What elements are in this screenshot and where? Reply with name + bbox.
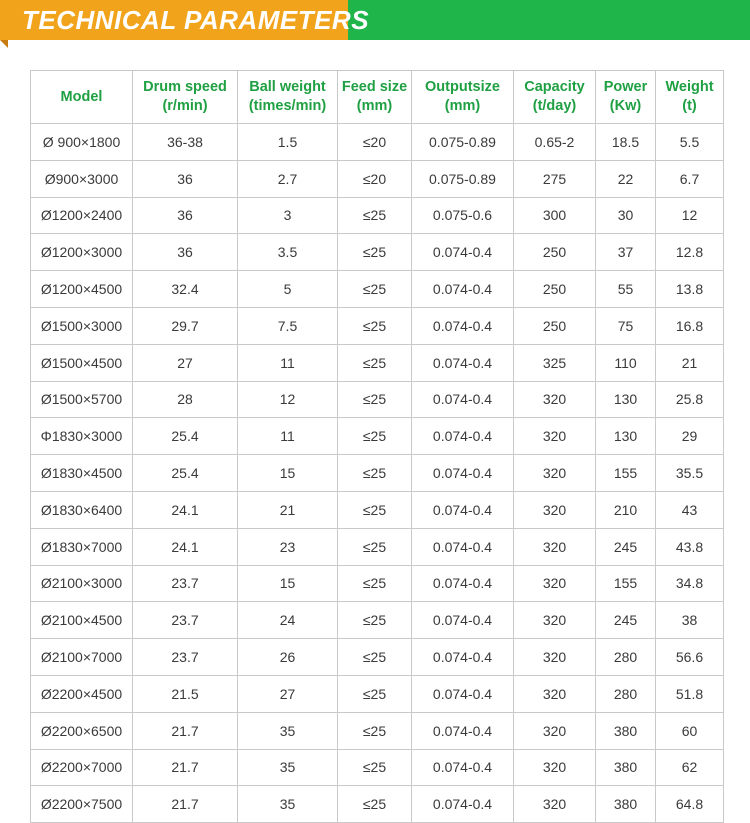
cell-outputsize: 0.074-0.4 (412, 565, 514, 602)
table-row (31, 528, 724, 565)
cell-weight: 13.8 (656, 271, 724, 308)
cell-capacity: 320 (514, 528, 596, 565)
table-row (31, 381, 724, 418)
cell-ball-weight: 12 (238, 381, 338, 418)
header-drum-speed: Drum speed (r/min) (133, 71, 238, 124)
cell-drum-speed: 21.7 (133, 786, 238, 823)
table-row (31, 160, 724, 197)
cell-weight: 51.8 (656, 675, 724, 712)
cell-drum-speed: 36 (133, 160, 238, 197)
cell-weight: 25.8 (656, 381, 724, 418)
cell-model: Ø1500×4500 (31, 344, 133, 381)
cell-ball-weight: 24 (238, 602, 338, 639)
table-row (31, 234, 724, 271)
cell-ball-weight: 35 (238, 786, 338, 823)
cell-weight: 56.6 (656, 639, 724, 676)
cell-power: 155 (596, 455, 656, 492)
cell-feed-size: ≤25 (338, 528, 412, 565)
table-row (31, 344, 724, 381)
cell-feed-size: ≤25 (338, 749, 412, 786)
cell-outputsize: 0.074-0.4 (412, 307, 514, 344)
cell-weight: 60 (656, 712, 724, 749)
cell-feed-size: ≤20 (338, 160, 412, 197)
cell-power: 30 (596, 197, 656, 234)
cell-ball-weight: 15 (238, 455, 338, 492)
table-row (31, 197, 724, 234)
cell-model: Φ1830×3000 (31, 418, 133, 455)
cell-model: Ø2100×3000 (31, 565, 133, 602)
cell-power: 380 (596, 749, 656, 786)
cell-feed-size: ≤25 (338, 712, 412, 749)
cell-drum-speed: 29.7 (133, 307, 238, 344)
cell-ball-weight: 15 (238, 565, 338, 602)
table-row (31, 491, 724, 528)
cell-ball-weight: 26 (238, 639, 338, 676)
cell-ball-weight: 7.5 (238, 307, 338, 344)
cell-power: 380 (596, 712, 656, 749)
cell-weight: 16.8 (656, 307, 724, 344)
cell-capacity: 320 (514, 749, 596, 786)
cell-feed-size: ≤25 (338, 271, 412, 308)
cell-power: 22 (596, 160, 656, 197)
cell-drum-speed: 32.4 (133, 271, 238, 308)
cell-outputsize: 0.074-0.4 (412, 749, 514, 786)
table-row (31, 675, 724, 712)
cell-power: 75 (596, 307, 656, 344)
cell-weight: 38 (656, 602, 724, 639)
cell-outputsize: 0.074-0.4 (412, 234, 514, 271)
header-capacity: Capacity (t/day) (514, 71, 596, 124)
cell-feed-size: ≤25 (338, 197, 412, 234)
cell-outputsize: 0.074-0.4 (412, 455, 514, 492)
cell-capacity: 320 (514, 455, 596, 492)
cell-outputsize: 0.074-0.4 (412, 418, 514, 455)
cell-model: Ø1200×3000 (31, 234, 133, 271)
cell-drum-speed: 27 (133, 344, 238, 381)
cell-feed-size: ≤25 (338, 234, 412, 271)
cell-model: Ø2100×7000 (31, 639, 133, 676)
cell-ball-weight: 35 (238, 712, 338, 749)
cell-weight: 64.8 (656, 786, 724, 823)
cell-outputsize: 0.074-0.4 (412, 639, 514, 676)
cell-outputsize: 0.074-0.4 (412, 675, 514, 712)
table-row (31, 455, 724, 492)
cell-feed-size: ≤25 (338, 786, 412, 823)
table-row (31, 786, 724, 823)
cell-ball-weight: 3.5 (238, 234, 338, 271)
cell-ball-weight: 23 (238, 528, 338, 565)
table-row (31, 124, 724, 161)
cell-drum-speed: 36 (133, 197, 238, 234)
cell-feed-size: ≤25 (338, 455, 412, 492)
cell-feed-size: ≤25 (338, 307, 412, 344)
cell-power: 155 (596, 565, 656, 602)
cell-capacity: 0.65-2 (514, 124, 596, 161)
cell-feed-size: ≤25 (338, 675, 412, 712)
cell-model: Ø1830×7000 (31, 528, 133, 565)
table-row (31, 602, 724, 639)
cell-ball-weight: 11 (238, 344, 338, 381)
cell-capacity: 320 (514, 565, 596, 602)
cell-model: Ø1200×4500 (31, 271, 133, 308)
cell-capacity: 320 (514, 786, 596, 823)
cell-model: Ø 900×1800 (31, 124, 133, 161)
table-row (31, 271, 724, 308)
cell-drum-speed: 25.4 (133, 418, 238, 455)
cell-model: Ø1500×3000 (31, 307, 133, 344)
cell-feed-size: ≤25 (338, 418, 412, 455)
table-row (31, 712, 724, 749)
cell-feed-size: ≤25 (338, 602, 412, 639)
header-weight: Weight (t) (656, 71, 724, 124)
cell-outputsize: 0.075-0.6 (412, 197, 514, 234)
cell-drum-speed: 28 (133, 381, 238, 418)
cell-model: Ø900×3000 (31, 160, 133, 197)
cell-power: 245 (596, 528, 656, 565)
cell-drum-speed: 23.7 (133, 639, 238, 676)
cell-drum-speed: 23.7 (133, 602, 238, 639)
cell-power: 55 (596, 271, 656, 308)
cell-ball-weight: 35 (238, 749, 338, 786)
table-body (31, 124, 724, 823)
cell-capacity: 275 (514, 160, 596, 197)
cell-weight: 12.8 (656, 234, 724, 271)
cell-power: 245 (596, 602, 656, 639)
header-outputsize: Outputsize (mm) (412, 71, 514, 124)
table-row (31, 418, 724, 455)
table-row (31, 565, 724, 602)
cell-weight: 62 (656, 749, 724, 786)
cell-ball-weight: 27 (238, 675, 338, 712)
cell-drum-speed: 23.7 (133, 565, 238, 602)
cell-weight: 29 (656, 418, 724, 455)
cell-power: 380 (596, 786, 656, 823)
cell-capacity: 325 (514, 344, 596, 381)
cell-weight: 43.8 (656, 528, 724, 565)
banner-fold-corner (0, 40, 8, 48)
technical-parameters-table (30, 70, 724, 823)
cell-outputsize: 0.074-0.4 (412, 491, 514, 528)
header-ball-weight: Ball weight (times/min) (238, 71, 338, 124)
cell-drum-speed: 36-38 (133, 124, 238, 161)
cell-model: Ø2200×6500 (31, 712, 133, 749)
cell-model: Ø2100×4500 (31, 602, 133, 639)
header-model: Model (31, 71, 133, 124)
cell-capacity: 250 (514, 271, 596, 308)
cell-model: Ø1200×2400 (31, 197, 133, 234)
cell-outputsize: 0.074-0.4 (412, 271, 514, 308)
cell-capacity: 320 (514, 675, 596, 712)
table-row (31, 749, 724, 786)
cell-drum-speed: 36 (133, 234, 238, 271)
cell-weight: 43 (656, 491, 724, 528)
cell-drum-speed: 24.1 (133, 491, 238, 528)
cell-model: Ø2200×4500 (31, 675, 133, 712)
cell-capacity: 320 (514, 602, 596, 639)
cell-outputsize: 0.074-0.4 (412, 528, 514, 565)
cell-feed-size: ≤25 (338, 565, 412, 602)
cell-drum-speed: 25.4 (133, 455, 238, 492)
cell-feed-size: ≤25 (338, 639, 412, 676)
table-header-row (31, 71, 724, 124)
cell-capacity: 300 (514, 197, 596, 234)
cell-model: Ø1500×5700 (31, 381, 133, 418)
cell-capacity: 320 (514, 639, 596, 676)
cell-outputsize: 0.074-0.4 (412, 344, 514, 381)
header-feed-size: Feed size (mm) (338, 71, 412, 124)
cell-weight: 5.5 (656, 124, 724, 161)
cell-feed-size: ≤25 (338, 344, 412, 381)
cell-feed-size: ≤25 (338, 491, 412, 528)
cell-drum-speed: 21.5 (133, 675, 238, 712)
cell-weight: 34.8 (656, 565, 724, 602)
cell-power: 37 (596, 234, 656, 271)
header-power: Power (Kw) (596, 71, 656, 124)
section-title: TECHNICAL PARAMETERS (22, 5, 370, 35)
cell-drum-speed: 21.7 (133, 749, 238, 786)
cell-capacity: 320 (514, 491, 596, 528)
cell-power: 110 (596, 344, 656, 381)
cell-drum-speed: 21.7 (133, 712, 238, 749)
cell-weight: 12 (656, 197, 724, 234)
cell-drum-speed: 24.1 (133, 528, 238, 565)
cell-power: 280 (596, 675, 656, 712)
cell-model: Ø2200×7000 (31, 749, 133, 786)
cell-outputsize: 0.075-0.89 (412, 124, 514, 161)
cell-capacity: 250 (514, 307, 596, 344)
cell-weight: 21 (656, 344, 724, 381)
cell-weight: 35.5 (656, 455, 724, 492)
cell-ball-weight: 2.7 (238, 160, 338, 197)
table-row (31, 307, 724, 344)
cell-power: 130 (596, 418, 656, 455)
cell-outputsize: 0.075-0.89 (412, 160, 514, 197)
cell-power: 130 (596, 381, 656, 418)
cell-capacity: 320 (514, 418, 596, 455)
cell-ball-weight: 1.5 (238, 124, 338, 161)
section-banner (0, 0, 750, 48)
cell-model: Ø2200×7500 (31, 786, 133, 823)
cell-outputsize: 0.074-0.4 (412, 602, 514, 639)
cell-capacity: 320 (514, 381, 596, 418)
cell-model: Ø1830×4500 (31, 455, 133, 492)
cell-outputsize: 0.074-0.4 (412, 712, 514, 749)
cell-power: 280 (596, 639, 656, 676)
cell-outputsize: 0.074-0.4 (412, 381, 514, 418)
cell-weight: 6.7 (656, 160, 724, 197)
cell-power: 210 (596, 491, 656, 528)
cell-outputsize: 0.074-0.4 (412, 786, 514, 823)
cell-model: Ø1830×6400 (31, 491, 133, 528)
cell-feed-size: ≤25 (338, 381, 412, 418)
cell-ball-weight: 3 (238, 197, 338, 234)
cell-feed-size: ≤20 (338, 124, 412, 161)
cell-ball-weight: 5 (238, 271, 338, 308)
cell-power: 18.5 (596, 124, 656, 161)
cell-capacity: 250 (514, 234, 596, 271)
table-row (31, 639, 724, 676)
cell-ball-weight: 21 (238, 491, 338, 528)
cell-ball-weight: 11 (238, 418, 338, 455)
cell-capacity: 320 (514, 712, 596, 749)
